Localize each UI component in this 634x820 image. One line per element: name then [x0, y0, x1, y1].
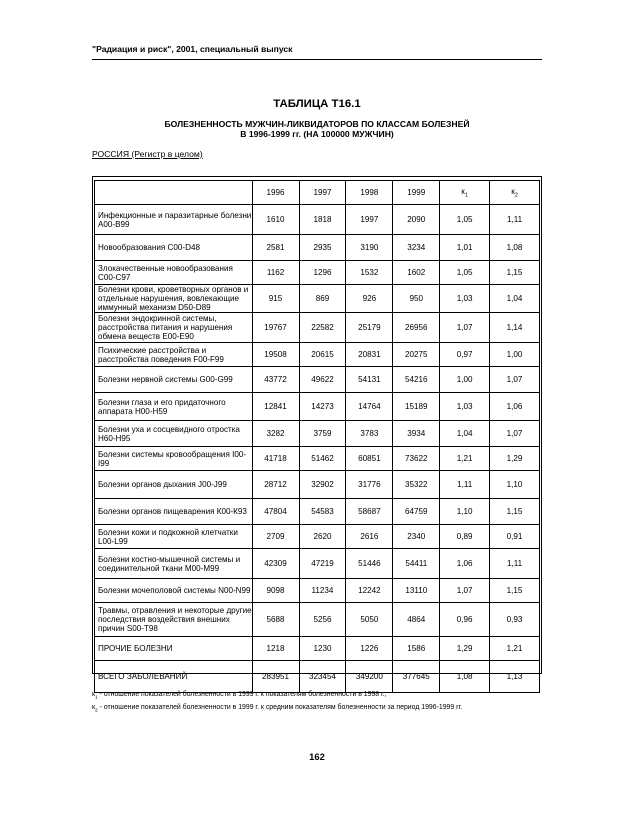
cell-k1: 1,29 [440, 637, 490, 661]
cell-v1997: 20615 [299, 343, 346, 367]
row-disease-name: Болезни крови, кроветворных органов и отдельные нарушения, вовлекающие иммунный механизм D50-D89 [95, 285, 253, 313]
cell-v1997: 5256 [299, 603, 346, 637]
table-frame [92, 176, 542, 681]
cell-v1999: 3234 [393, 235, 440, 261]
cell-k1: 1,06 [440, 549, 490, 579]
cell-k2: 1,11 [490, 549, 540, 579]
cell-v1996: 9098 [252, 579, 299, 603]
cell-k2: 1,08 [490, 235, 540, 261]
row-disease-name: Болезни глаза и его придаточного аппарата Н00-Н59 [95, 393, 253, 421]
subtitle-line-2: В 1996-1999 гг. (НА 100000 МУЖЧИН) [240, 129, 394, 139]
cell-v1997: 22582 [299, 313, 346, 343]
cell-k2: 0,91 [490, 525, 540, 549]
cell-v1998: 1226 [346, 637, 393, 661]
row-disease-name: Болезни костно-мышечной системы и соединительной ткани М00-М99 [95, 549, 253, 579]
cell-k1: 1,03 [440, 393, 490, 421]
cell-v1996: 3282 [252, 421, 299, 447]
table-row [95, 343, 540, 367]
journal-header: "Радиация и риск", 2001, специальный выпуск [92, 44, 293, 54]
table-row [95, 525, 540, 549]
cell-k1: 1,03 [440, 285, 490, 313]
cell-v1996: 42309 [252, 549, 299, 579]
row-disease-name: Инфекционные и паразитарные болезни А00-В99 [95, 205, 253, 235]
region-label: РОССИЯ (Регистр в целом) [92, 149, 203, 159]
table-row [95, 637, 540, 661]
cell-v1998: 25179 [346, 313, 393, 343]
cell-v1998: 12242 [346, 579, 393, 603]
header-k2 [490, 181, 540, 205]
cell-v1996: 1610 [252, 205, 299, 235]
row-disease-name: Травмы, отравления и некоторые другие последствия воздействия внешних причин S00-T98 [95, 603, 253, 637]
footnote-k2-letter: к [92, 704, 96, 712]
footnote-k2 [92, 703, 462, 716]
cell-v1997: 869 [299, 285, 346, 313]
cell-k1: 1,04 [440, 421, 490, 447]
cell-v1997: 3759 [299, 421, 346, 447]
cell-k2: 1,11 [490, 205, 540, 235]
cell-v1997: 2935 [299, 235, 346, 261]
header-k2-sub: 2 [514, 192, 518, 199]
cell-v1998: 926 [346, 285, 393, 313]
header-k1-letter: к [461, 186, 465, 196]
cell-v1998: 20831 [346, 343, 393, 367]
cell-v1996: 47804 [252, 499, 299, 525]
row-disease-name: Болезни органов пищеварения К00-К93 [95, 499, 253, 525]
cell-k2: 1,10 [490, 471, 540, 499]
cell-v1996: 43772 [252, 367, 299, 393]
cell-v1996: 1162 [252, 261, 299, 285]
row-disease-name: Болезни органов дыхания J00-J99 [95, 471, 253, 499]
cell-k1: 0,97 [440, 343, 490, 367]
cell-v1999: 2090 [393, 205, 440, 235]
table-row [95, 205, 540, 235]
cell-v1997: 14273 [299, 393, 346, 421]
cell-v1998: 1997 [346, 205, 393, 235]
cell-v1999: 73622 [393, 447, 440, 471]
cell-v1996: 2709 [252, 525, 299, 549]
cell-v1997: 51462 [299, 447, 346, 471]
row-disease-name: Болезни кожи и подкожной клетчатки L00-L99 [95, 525, 253, 549]
cell-v1999: 4864 [393, 603, 440, 637]
cell-k1: 1,08 [440, 661, 490, 693]
cell-k1: 1,05 [440, 261, 490, 285]
cell-k1: 1,11 [440, 471, 490, 499]
cell-v1999: 377645 [393, 661, 440, 693]
cell-v1996: 12841 [252, 393, 299, 421]
cell-k2: 1,13 [490, 661, 540, 693]
cell-v1996: 19508 [252, 343, 299, 367]
cell-v1998: 3190 [346, 235, 393, 261]
row-disease-name: Новообразования С00-D48 [95, 235, 253, 261]
footnote-k1-sub: 1 [95, 695, 98, 701]
header-rule [92, 59, 542, 60]
cell-v1997: 1230 [299, 637, 346, 661]
cell-k1: 1,07 [440, 313, 490, 343]
header-1996: 1996 [252, 181, 299, 205]
cell-v1997: 47219 [299, 549, 346, 579]
cell-v1996: 283951 [252, 661, 299, 693]
header-row [95, 181, 540, 205]
footnote-k2-sub: 2 [95, 708, 98, 714]
cell-v1998: 51446 [346, 549, 393, 579]
cell-v1997: 1296 [299, 261, 346, 285]
table-row [95, 261, 540, 285]
table-row [95, 285, 540, 313]
cell-v1999: 54216 [393, 367, 440, 393]
cell-k2: 1,06 [490, 393, 540, 421]
cell-v1999: 15189 [393, 393, 440, 421]
footnote-k1-letter: к [92, 691, 96, 698]
cell-k1: 1,05 [440, 205, 490, 235]
table-title: ТАБЛИЦА Т16.1 [273, 98, 361, 110]
header-k1 [440, 181, 490, 205]
table-row [95, 549, 540, 579]
row-disease-name: ВСЕГО ЗАБОЛЕВАНИЙ [95, 661, 253, 693]
row-disease-name: ПРОЧИЕ БОЛЕЗНИ [95, 637, 253, 661]
table-row [95, 499, 540, 525]
cell-v1998: 60851 [346, 447, 393, 471]
cell-v1999: 13110 [393, 579, 440, 603]
table-row [95, 579, 540, 603]
cell-v1999: 2340 [393, 525, 440, 549]
table-row [95, 313, 540, 343]
cell-v1996: 19767 [252, 313, 299, 343]
cell-k1: 0,96 [440, 603, 490, 637]
cell-v1996: 2581 [252, 235, 299, 261]
cell-k2: 1,15 [490, 499, 540, 525]
footnote-k1 [92, 690, 462, 703]
cell-k1: 0,89 [440, 525, 490, 549]
cell-v1999: 26956 [393, 313, 440, 343]
cell-v1998: 2616 [346, 525, 393, 549]
cell-v1999: 3934 [393, 421, 440, 447]
cell-k2: 1,00 [490, 343, 540, 367]
table-row [95, 447, 540, 471]
cell-v1997: 2620 [299, 525, 346, 549]
cell-k2: 1,15 [490, 579, 540, 603]
table-body [95, 205, 540, 693]
footnote-k2-text: - отношение показателей болезненности в 1999 г. к средним показателям болезненности за период 1996-1999 гг. [97, 704, 463, 712]
cell-v1999: 1602 [393, 261, 440, 285]
cell-v1997: 11234 [299, 579, 346, 603]
cell-k2: 1,07 [490, 421, 540, 447]
cell-v1997: 54583 [299, 499, 346, 525]
cell-k1: 1,01 [440, 235, 490, 261]
cell-k2: 1,15 [490, 261, 540, 285]
cell-v1997: 49622 [299, 367, 346, 393]
table-row [95, 603, 540, 637]
row-disease-name: Болезни эндокринной системы, расстройства питания и нарушения обмена веществ Е00-Е90 [95, 313, 253, 343]
cell-k1: 1,00 [440, 367, 490, 393]
cell-v1998: 5050 [346, 603, 393, 637]
cell-k2: 1,29 [490, 447, 540, 471]
cell-v1998: 31776 [346, 471, 393, 499]
row-disease-name: Болезни нервной системы G00-G99 [95, 367, 253, 393]
cell-v1998: 3783 [346, 421, 393, 447]
cell-v1998: 1532 [346, 261, 393, 285]
cell-v1997: 323454 [299, 661, 346, 693]
table-row [95, 661, 540, 693]
cell-k2: 1,14 [490, 313, 540, 343]
header-k1-sub: 1 [464, 192, 468, 199]
cell-v1999: 64759 [393, 499, 440, 525]
cell-k2: 0,93 [490, 603, 540, 637]
cell-k1: 1,21 [440, 447, 490, 471]
cell-k1: 1,07 [440, 579, 490, 603]
cell-v1998: 58687 [346, 499, 393, 525]
header-1998: 1998 [346, 181, 393, 205]
cell-v1998: 54131 [346, 367, 393, 393]
cell-k2: 1,04 [490, 285, 540, 313]
row-disease-name: Психические расстройства и расстройства поведения F00-F99 [95, 343, 253, 367]
cell-v1999: 35322 [393, 471, 440, 499]
table-row [95, 421, 540, 447]
row-disease-name: Болезни мочеполовой системы N00-N99 [95, 579, 253, 603]
table-row [95, 471, 540, 499]
table-row [95, 367, 540, 393]
cell-v1996: 1218 [252, 637, 299, 661]
table-row [95, 393, 540, 421]
cell-v1998: 14764 [346, 393, 393, 421]
cell-v1996: 41718 [252, 447, 299, 471]
cell-v1998: 349200 [346, 661, 393, 693]
cell-v1999: 1586 [393, 637, 440, 661]
row-disease-name: Болезни системы кровообращения I00-I99 [95, 447, 253, 471]
header-k2-letter: к [511, 186, 515, 196]
cell-v1997: 1818 [299, 205, 346, 235]
cell-v1999: 54411 [393, 549, 440, 579]
table-row [95, 235, 540, 261]
morbidity-table [94, 180, 540, 693]
row-disease-name: Болезни уха и сосцевидного отростка Н60-Н95 [95, 421, 253, 447]
header-1999: 1999 [393, 181, 440, 205]
table-subtitle [0, 119, 634, 139]
row-disease-name: Злокачественные новообразования С00-С97 [95, 261, 253, 285]
footnotes [92, 690, 462, 717]
footnote-k1-text: - отношение показателей болезненности в 1999 г. к показателям болезненности в 1998 г.; [97, 691, 387, 698]
cell-v1999: 950 [393, 285, 440, 313]
cell-v1996: 28712 [252, 471, 299, 499]
header-empty-cell [95, 181, 253, 205]
cell-k2: 1,07 [490, 367, 540, 393]
cell-v1997: 32902 [299, 471, 346, 499]
cell-k1: 1,10 [440, 499, 490, 525]
page-number: 162 [309, 751, 325, 762]
subtitle-line-1: БОЛЕЗНЕННОСТЬ МУЖЧИН-ЛИКВИДАТОРОВ ПО КЛАССАМ БОЛЕЗНЕЙ [164, 119, 470, 129]
cell-v1996: 5688 [252, 603, 299, 637]
cell-v1999: 20275 [393, 343, 440, 367]
cell-v1996: 915 [252, 285, 299, 313]
header-1997: 1997 [299, 181, 346, 205]
cell-k2: 1,21 [490, 637, 540, 661]
